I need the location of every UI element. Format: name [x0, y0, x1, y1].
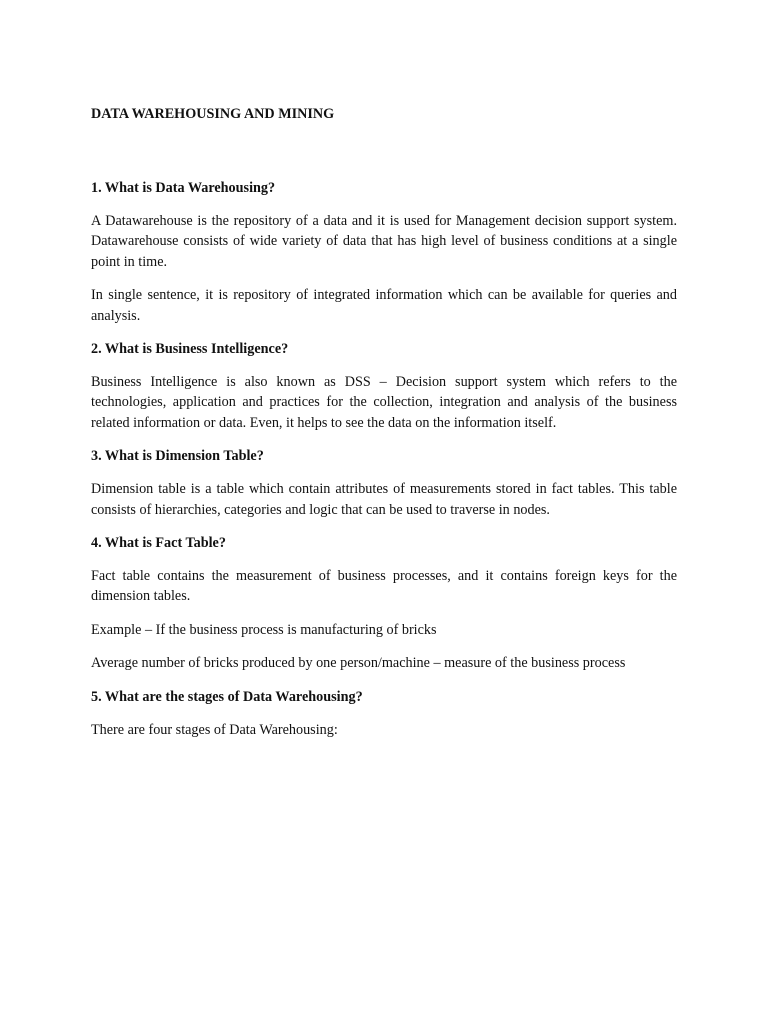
- section-1-paragraph-2: In single sentence, it is repository of integrated information which can be available for queries and analysis.: [91, 287, 677, 324]
- section-heading-4: 4. What is Fact Table?: [91, 535, 226, 552]
- section-5-paragraph-1: There are four stages of Data Warehousing:: [91, 721, 338, 738]
- section-heading-5: 5. What are the stages of Data Warehousing?: [91, 688, 363, 705]
- section-1-paragraph-1: A Datawarehouse is the repository of a data and it is used for Management decision support system. Datawarehouse consists of wide variety of data that has high level of business conditions at a single point in time.: [91, 213, 677, 270]
- section-heading-2: 2. What is Business Intelligence?: [91, 341, 289, 358]
- section-heading-3: 3. What is Dimension Table?: [91, 448, 264, 465]
- section-3-paragraph-1: Dimension table is a table which contain attributes of measurements stored in fact tables. This table consists of hierarchies, categories and logic that can be used to traverse in nodes.: [91, 481, 677, 518]
- document-body: [91, 104, 677, 753]
- section-heading-1: 1. What is Data Warehousing?: [91, 180, 276, 196]
- section-2-paragraph-1: Business Intelligence is also known as DSS – Decision support system which refers to the technologies, application and practices for the collection, integration and analysis of the business related information or data. Even, it helps to see the data on the information itself.: [91, 374, 677, 431]
- document-title: DATA WAREHOUSING AND MINING: [91, 106, 335, 122]
- section-4-paragraph-3: Average number of bricks produced by one person/machine – measure of the business process: [91, 655, 626, 672]
- section-4-paragraph-1: Fact table contains the measurement of business processes, and it contains foreign keys for the dimension tables.: [91, 568, 677, 605]
- section-4-paragraph-2: Example – If the business process is manufacturing of bricks: [91, 621, 437, 638]
